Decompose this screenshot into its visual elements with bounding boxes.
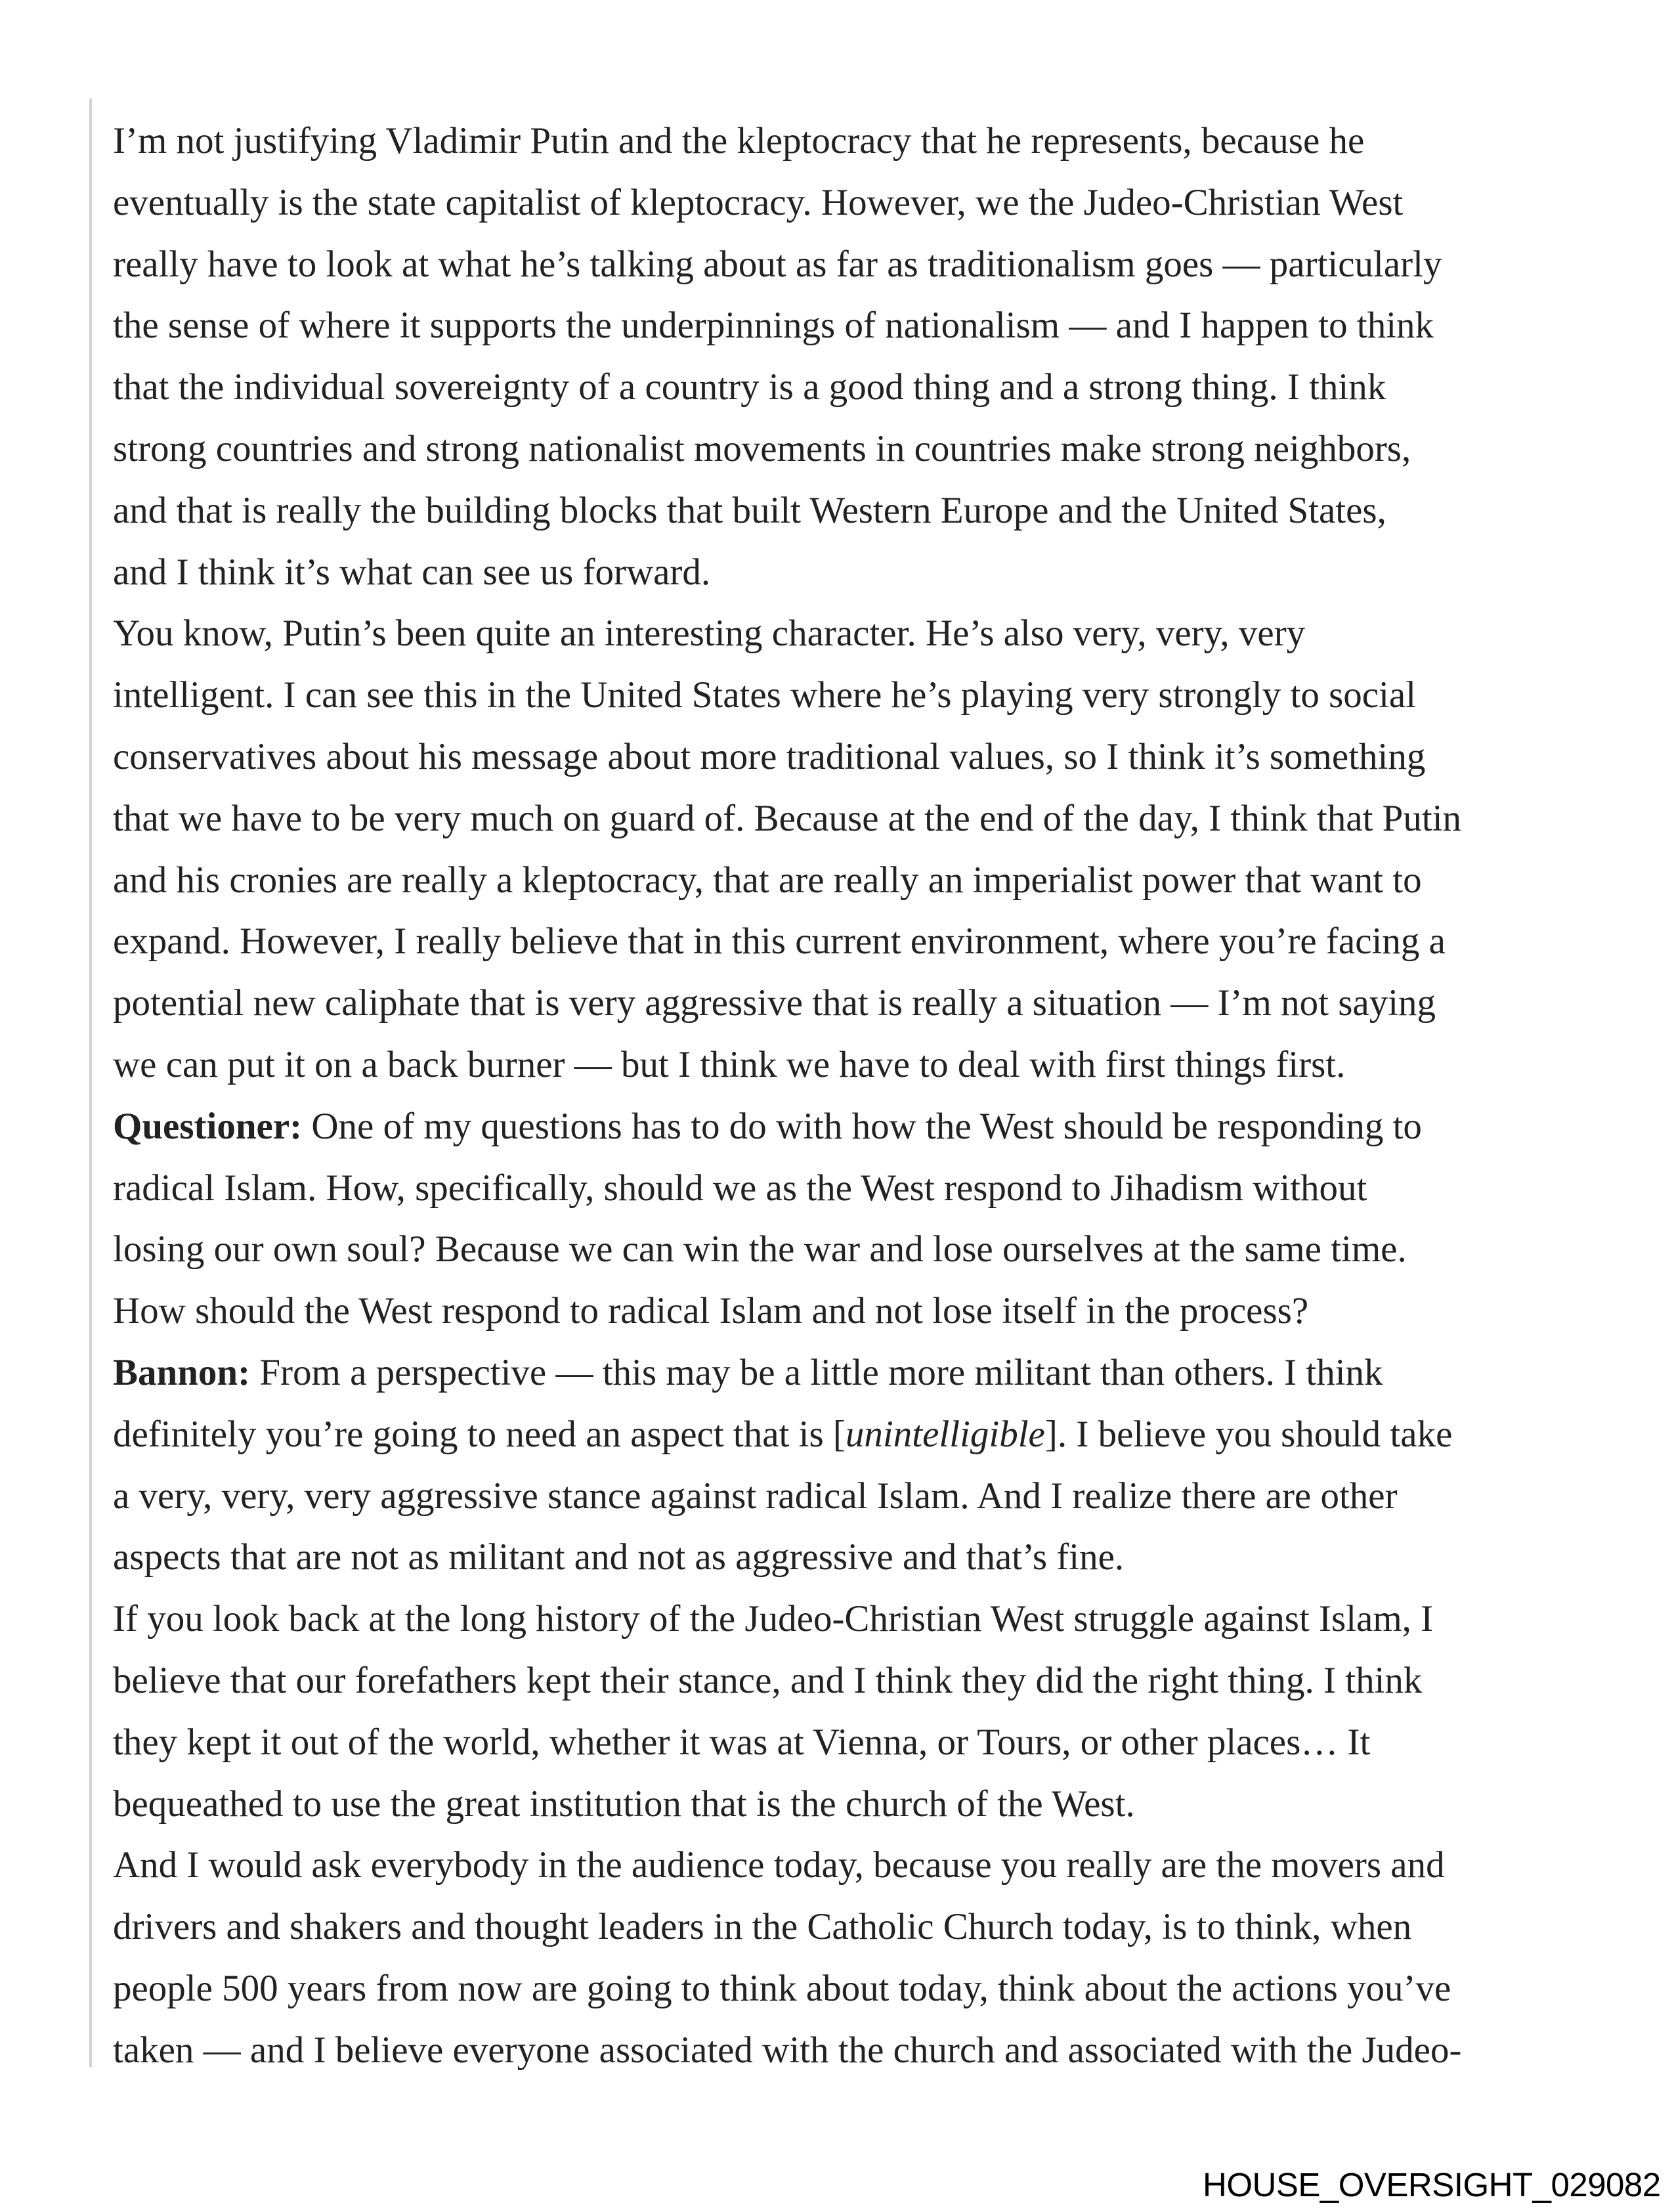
bates-stamp: HOUSE_OVERSIGHT_029082 <box>1203 2166 1661 2203</box>
text-line: the sense of where it supports the underpinnings of nationalism — and I happen to think <box>113 305 1434 347</box>
unintelligible-annotation: unintelligible <box>845 1413 1045 1455</box>
text-line: And I would ask everybody in the audience today, because you really are the movers and <box>113 1844 1445 1886</box>
text-line: that we have to be very much on guard of. Because at the end of the day, I think that Putin <box>113 797 1462 839</box>
text-line: and I think it’s what can see us forward. <box>113 551 711 593</box>
text-fragment: From a perspective — this may be a little more militant than others. I think <box>250 1351 1383 1393</box>
transcript-text <box>113 110 1461 2081</box>
text-fragment: ]. I believe you should take <box>1044 1413 1453 1455</box>
text-line: believe that our forefathers kept their stance, and I think they did the right thing. I think <box>113 1659 1423 1701</box>
text-line: I’m not justifying Vladimir Putin and the kleptocracy that he represents, because he <box>113 120 1365 162</box>
text-line: If you look back at the long history of the Judeo-Christian West struggle against Islam, I <box>113 1598 1434 1640</box>
text-line: and his cronies are really a kleptocracy, that are really an imperialist power that want to <box>113 859 1422 901</box>
text-line: potential new caliphate that is very aggressive that is really a situation — I’m not saying <box>113 982 1436 1024</box>
speaker-label-questioner: Questioner: <box>113 1105 303 1147</box>
text-line: How should the West respond to radical Islam and not lose itself in the process? <box>113 1290 1309 1332</box>
text-line: really have to look at what he’s talking about as far as traditionalism goes — particularly <box>113 243 1442 285</box>
text-line: they kept it out of the world, whether it was at Vienna, or Tours, or other places… It <box>113 1721 1371 1763</box>
text-line: taken — and I believe everyone associated with the church and associated with the Judeo- <box>113 2029 1462 2071</box>
text-fragment: definitely you’re going to need an aspect that is [ <box>113 1413 846 1455</box>
text-line: and that is really the building blocks that built Western Europe and the United States, <box>113 489 1386 531</box>
text-line: drivers and shakers and thought leaders in the Catholic Church today, is to think, when <box>113 1906 1412 1948</box>
text-line <box>113 1404 1461 1465</box>
blockquote <box>89 98 1602 2071</box>
text-line: radical Islam. How, specifically, should we as the West respond to Jihadism without <box>113 1167 1367 1209</box>
text-line: eventually is the state capitalist of kleptocracy. However, we the Judeo-Christian West <box>113 181 1404 223</box>
bannon-line <box>113 1342 1461 1404</box>
text-line: losing our own soul? Because we can win the war and lose ourselves at the same time. <box>113 1228 1407 1270</box>
text-line: intelligent. I can see this in the United States where he’s playing very strongly to social <box>113 674 1417 716</box>
text-line: strong countries and strong nationalist movements in countries make strong neighbors, <box>113 427 1411 469</box>
text-line: bequeathed to use the great institution that is the church of the West. <box>113 1783 1135 1825</box>
text-fragment: One of my questions has to do with how the West should be responding to <box>302 1105 1422 1147</box>
text-line: a very, very, very aggressive stance against radical Islam. And I realize there are other <box>113 1475 1398 1517</box>
text-line: people 500 years from now are going to think about today, think about the actions you’ve <box>113 1967 1451 2009</box>
questioner-line <box>113 1096 1461 1158</box>
speaker-label-bannon: Bannon: <box>113 1351 251 1393</box>
text-line: that the individual sovereignty of a country is a good thing and a strong thing. I think <box>113 366 1386 408</box>
text-line: aspects that are not as militant and not as aggressive and that’s fine. <box>113 1536 1125 1578</box>
text-line: expand. However, I really believe that in this current environment, where you’re facing a <box>113 921 1446 963</box>
text-line: conservatives about his message about more traditional values, so I think it’s something <box>113 735 1426 777</box>
text-line: You know, Putin’s been quite an interesting character. He’s also very, very, very <box>113 613 1306 655</box>
text-line: we can put it on a back burner — but I think we have to deal with first things first. <box>113 1043 1346 1085</box>
